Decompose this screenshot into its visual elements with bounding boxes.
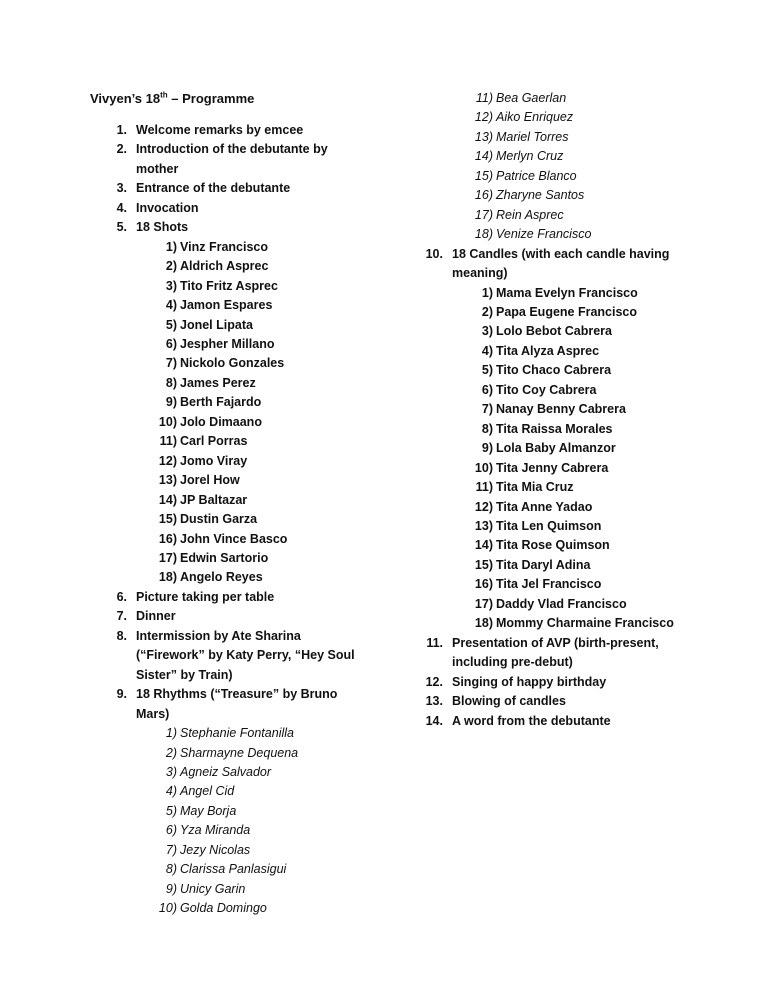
item-number: 1) bbox=[165, 239, 177, 254]
programme-subitem bbox=[105, 510, 365, 529]
item-text: Aldrich Asprec bbox=[180, 259, 269, 274]
programme-subitem bbox=[105, 296, 365, 315]
programme-subitem bbox=[105, 393, 365, 412]
item-text: Welcome remarks by emcee bbox=[136, 123, 304, 137]
programme-subitem bbox=[421, 498, 701, 517]
item-number: 14. bbox=[425, 713, 443, 728]
programme-subitem bbox=[421, 284, 701, 303]
programme-list-left bbox=[105, 121, 365, 919]
programme-subitem bbox=[105, 802, 365, 821]
programme-subitem bbox=[105, 257, 365, 276]
programme-subitem bbox=[421, 381, 701, 400]
item-text: Picture taking per table bbox=[136, 589, 275, 604]
item-text: Jamon Espares bbox=[180, 298, 273, 313]
item-number: 4) bbox=[165, 784, 177, 799]
programme-subitem bbox=[421, 614, 701, 633]
item-text: Sharmayne Dequena bbox=[180, 745, 299, 760]
programme-subitem bbox=[421, 225, 701, 244]
item-text: 18 Rhythms (“Treasure” by Bruno Mars) bbox=[136, 687, 338, 721]
programme-subitem bbox=[105, 452, 365, 471]
programme-list-right bbox=[421, 89, 701, 731]
programme-item bbox=[105, 627, 365, 685]
programme-subitem bbox=[421, 361, 701, 380]
item-number: 14) bbox=[158, 492, 177, 507]
programme-subitem bbox=[105, 335, 365, 354]
item-number: 9. bbox=[116, 687, 127, 702]
item-number: 7) bbox=[481, 402, 493, 417]
item-text: Tita Raissa Morales bbox=[496, 421, 613, 436]
item-number: 15) bbox=[158, 512, 177, 527]
programme-subitem bbox=[421, 128, 701, 147]
programme-subitem bbox=[421, 536, 701, 555]
programme-subitem bbox=[105, 724, 365, 743]
item-number: 9) bbox=[165, 395, 177, 410]
programme-subitem bbox=[105, 549, 365, 568]
programme-subitem bbox=[421, 595, 701, 614]
programme-subitem bbox=[421, 439, 701, 458]
item-text: JP Baltazar bbox=[180, 492, 248, 507]
title-superscript: th bbox=[160, 90, 168, 100]
item-text: Golda Domingo bbox=[180, 901, 267, 916]
item-text: Vinz Francisco bbox=[180, 239, 268, 254]
item-text: Jorel How bbox=[180, 473, 240, 488]
item-number: 8. bbox=[116, 628, 127, 643]
item-number: 11. bbox=[426, 635, 443, 650]
programme-subitem bbox=[421, 147, 701, 166]
programme-item bbox=[105, 607, 365, 626]
item-text: Tita Jel Francisco bbox=[496, 577, 602, 592]
item-number: 17) bbox=[474, 207, 493, 222]
item-number: 6) bbox=[165, 823, 177, 838]
item-text: 18 Candles (with each candle having meaning) bbox=[452, 246, 670, 281]
item-text: Clarissa Panlasigui bbox=[180, 862, 287, 877]
item-number: 1) bbox=[165, 726, 177, 741]
item-text: Papa Eugene Francisco bbox=[496, 304, 638, 319]
item-text: Angel Cid bbox=[180, 784, 235, 799]
item-number: 13. bbox=[425, 694, 443, 709]
programme-item bbox=[421, 673, 701, 692]
item-number: 5) bbox=[481, 363, 493, 378]
item-text: Tita Jenny Cabrera bbox=[496, 460, 609, 475]
programme-subitem bbox=[421, 478, 701, 497]
item-text: A word from the debutante bbox=[452, 713, 611, 728]
item-text: Jolo Dimaano bbox=[180, 414, 262, 429]
programme-subitem bbox=[105, 413, 365, 432]
item-number: 5) bbox=[165, 803, 177, 818]
programme-subitem bbox=[421, 303, 701, 322]
programme-item bbox=[421, 712, 701, 731]
item-text: Tito Coy Cabrera bbox=[496, 382, 597, 397]
item-number: 9) bbox=[481, 441, 493, 456]
item-number: 11) bbox=[475, 91, 493, 105]
programme-subitem bbox=[105, 860, 365, 879]
item-number: 6) bbox=[165, 336, 177, 351]
item-text: Intermission by Ate Sharina (“Firework” by Katy Perry, “Hey Soul Sister” by Train) bbox=[136, 628, 355, 682]
item-number: 17) bbox=[158, 550, 177, 565]
item-text: Dustin Garza bbox=[180, 512, 258, 527]
item-number: 3) bbox=[481, 324, 493, 339]
item-text: John Vince Basco bbox=[180, 531, 288, 546]
item-text: James Perez bbox=[180, 375, 256, 390]
programme-subitem bbox=[421, 575, 701, 594]
item-text: Entrance of the debutante bbox=[136, 181, 291, 196]
item-number: 18) bbox=[474, 227, 493, 242]
item-text: Rein Asprec bbox=[496, 207, 564, 222]
programme-item bbox=[105, 218, 365, 237]
programme-subitem bbox=[421, 342, 701, 361]
programme-subitem bbox=[421, 517, 701, 536]
programme-subitem bbox=[421, 108, 701, 127]
programme-subitem bbox=[421, 206, 701, 225]
programme-subitem bbox=[105, 471, 365, 490]
item-number: 10) bbox=[474, 460, 493, 475]
item-text: Tita Rose Quimson bbox=[496, 538, 610, 553]
item-text: Jespher Millano bbox=[180, 336, 275, 351]
programme-subitem bbox=[105, 530, 365, 549]
item-number: 6. bbox=[116, 589, 127, 604]
item-number: 15) bbox=[474, 168, 493, 183]
item-number: 13) bbox=[158, 473, 177, 488]
item-number: 10. bbox=[425, 246, 443, 261]
item-number: 7) bbox=[165, 842, 177, 857]
item-text: Edwin Sartorio bbox=[180, 550, 269, 565]
programme-subitem bbox=[421, 400, 701, 419]
item-number: 3) bbox=[165, 278, 177, 293]
item-number: 11) bbox=[475, 480, 493, 495]
item-text: Merlyn Cruz bbox=[496, 149, 564, 164]
item-number: 5. bbox=[116, 220, 127, 235]
programme-subitem bbox=[421, 459, 701, 478]
item-number: 16) bbox=[474, 577, 493, 592]
programme-subitem bbox=[105, 821, 365, 840]
item-number: 3. bbox=[116, 181, 127, 196]
item-number: 7) bbox=[165, 356, 177, 371]
programme-item bbox=[105, 179, 365, 198]
programme-item bbox=[105, 140, 365, 179]
item-text: Nickolo Gonzales bbox=[180, 356, 285, 371]
item-text: Zharyne Santos bbox=[496, 188, 585, 203]
item-number: 10) bbox=[158, 901, 177, 916]
item-text: Agneiz Salvador bbox=[180, 764, 272, 779]
item-number: 4) bbox=[165, 298, 177, 313]
programme-subitem bbox=[105, 277, 365, 296]
item-number: 10) bbox=[158, 414, 177, 429]
item-text: Daddy Vlad Francisco bbox=[496, 596, 627, 611]
programme-item bbox=[421, 692, 701, 711]
programme-subitem bbox=[421, 89, 701, 108]
programme-subitem bbox=[105, 316, 365, 335]
item-text: Tita Daryl Adina bbox=[496, 557, 591, 572]
item-text: Tita Mia Cruz bbox=[496, 480, 574, 495]
item-text: Introduction of the debutante by mother bbox=[136, 142, 328, 176]
programme-item bbox=[421, 634, 701, 673]
programme-item bbox=[105, 121, 365, 140]
item-number: 15) bbox=[474, 557, 493, 572]
item-number: 8) bbox=[481, 421, 493, 436]
item-text: Berth Fajardo bbox=[180, 395, 262, 410]
item-number: 2) bbox=[165, 259, 177, 274]
programme-subitem bbox=[421, 420, 701, 439]
item-text: Jezy Nicolas bbox=[180, 842, 251, 857]
programme-item bbox=[105, 588, 365, 607]
item-number: 18) bbox=[474, 616, 493, 631]
programme-subitem bbox=[105, 880, 365, 899]
item-number: 2) bbox=[165, 745, 177, 760]
item-number: 14) bbox=[474, 149, 493, 164]
programme-subitem bbox=[421, 186, 701, 205]
item-text: Blowing of candles bbox=[452, 694, 566, 709]
item-number: 1) bbox=[481, 285, 493, 300]
programme-subitem bbox=[105, 899, 365, 918]
item-text: Tito Chaco Cabrera bbox=[496, 363, 612, 378]
item-text: Lola Baby Almanzor bbox=[496, 441, 616, 456]
item-text: Nanay Benny Cabrera bbox=[496, 402, 626, 417]
item-text: Lolo Bebot Cabrera bbox=[496, 324, 612, 339]
item-number: 9) bbox=[165, 881, 177, 896]
programme-item bbox=[105, 199, 365, 218]
item-text: Jonel Lipata bbox=[180, 317, 253, 332]
item-number: 12) bbox=[158, 453, 177, 468]
title-prefix: Vivyen’s 18 bbox=[90, 91, 161, 106]
item-number: 5) bbox=[165, 317, 177, 332]
item-number: 16) bbox=[158, 531, 177, 546]
item-text: Jomo Viray bbox=[180, 453, 248, 468]
item-number: 6) bbox=[481, 382, 493, 397]
item-number: 2. bbox=[116, 142, 127, 157]
item-number: 12) bbox=[474, 110, 493, 125]
item-text: Tita Alyza Asprec bbox=[496, 343, 600, 358]
programme-subitem bbox=[105, 568, 365, 587]
item-number: 3) bbox=[165, 764, 177, 779]
item-number: 17) bbox=[474, 596, 493, 611]
item-number: 13) bbox=[474, 129, 493, 144]
item-number: 8) bbox=[165, 862, 177, 877]
item-number: 8) bbox=[165, 375, 177, 390]
item-text: Mommy Charmaine Francisco bbox=[496, 616, 674, 631]
programme-subitem bbox=[105, 841, 365, 860]
item-text: Stephanie Fontanilla bbox=[180, 726, 294, 741]
item-number: 16) bbox=[474, 188, 493, 203]
item-number: 2) bbox=[481, 304, 493, 319]
item-text: Bea Gaerlan bbox=[496, 91, 567, 105]
item-text: Patrice Blanco bbox=[496, 168, 577, 183]
item-text: Tita Len Quimson bbox=[496, 518, 602, 533]
item-text: Angelo Reyes bbox=[180, 570, 263, 585]
programme-item bbox=[105, 685, 365, 724]
programme-subitem bbox=[105, 354, 365, 373]
item-text: Mama Evelyn Francisco bbox=[496, 285, 638, 300]
item-text: Unicy Garin bbox=[180, 881, 246, 896]
programme-subitem bbox=[105, 782, 365, 801]
item-number: 4. bbox=[116, 200, 127, 215]
item-number: 12. bbox=[425, 674, 443, 689]
item-text: May Borja bbox=[180, 803, 237, 818]
programme-subitem bbox=[421, 556, 701, 575]
item-text: Presentation of AVP (birth-present, including pre-debut) bbox=[452, 635, 659, 670]
title-suffix: – Programme bbox=[167, 91, 255, 106]
item-text: Invocation bbox=[136, 200, 199, 215]
programme-subitem bbox=[105, 238, 365, 257]
programme-subitem bbox=[105, 374, 365, 393]
page-title bbox=[90, 91, 254, 106]
programme-subitem bbox=[105, 432, 365, 451]
item-text: Carl Porras bbox=[180, 434, 248, 449]
programme-item bbox=[421, 245, 701, 284]
item-number: 4) bbox=[481, 343, 493, 358]
item-number: 12) bbox=[474, 499, 493, 514]
programme-subitem bbox=[421, 167, 701, 186]
item-number: 11) bbox=[159, 434, 177, 449]
item-number: 14) bbox=[474, 538, 493, 553]
item-number: 18) bbox=[158, 570, 177, 585]
item-text: Tito Fritz Asprec bbox=[180, 278, 278, 293]
programme-subitem bbox=[105, 491, 365, 510]
item-number: 13) bbox=[474, 518, 493, 533]
item-text: Singing of happy birthday bbox=[452, 674, 607, 689]
item-number: 1. bbox=[116, 123, 127, 137]
item-text: Yza Miranda bbox=[180, 823, 251, 838]
item-number: 7. bbox=[116, 609, 127, 624]
item-text: Tita Anne Yadao bbox=[496, 499, 593, 514]
programme-subitem bbox=[105, 763, 365, 782]
programme-subitem bbox=[105, 744, 365, 763]
item-text: Mariel Torres bbox=[496, 129, 569, 144]
item-text: Venize Francisco bbox=[496, 227, 592, 242]
item-text: 18 Shots bbox=[136, 220, 189, 235]
item-text: Dinner bbox=[136, 609, 176, 624]
programme-subitem bbox=[421, 322, 701, 341]
item-text: Aiko Enriquez bbox=[496, 110, 574, 125]
